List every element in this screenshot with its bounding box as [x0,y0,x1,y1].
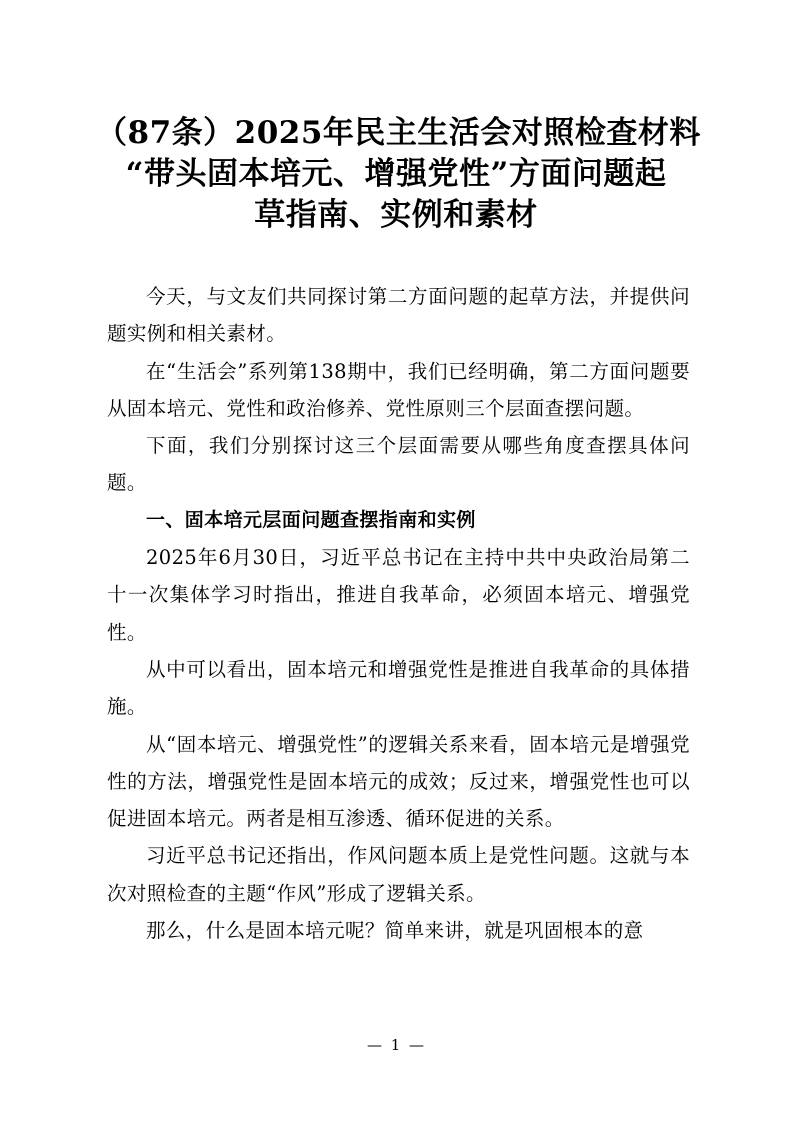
section-heading-1: 一、固本培元层面问题查摆指南和实例 [146,508,476,531]
paragraph-analysis: 从中可以看出，固本培元和增强党性是推进自我革命的具体措施。 [107,657,690,719]
title-line-1: （87条）2025年民主生活会对照检查材料 [96,115,701,151]
title-line-2: “带头固本培元、增强党性”方面问题起 [125,156,667,192]
paragraph-intro: 今天，与文友们共同探讨第二方面问题的起草方法，并提供问题实例和相关素材。 [107,285,690,346]
title-line-3: 草指南、实例和素材 [254,197,538,233]
paragraph-logic: 从“固本培元、增强党性”的逻辑关系来看，固本培元是增强党性的方法，增强党性是固本培元的成效；反过来，增强党性也可以促进固本培元。两者是相互渗透、循环促进的关系。 [107,732,690,831]
document-title [96,113,701,236]
paragraph-definition: 那么，什么是固本培元呢？简单来讲，就是巩固根本的意 [146,919,644,943]
document-body [107,278,690,949]
paragraph-style: 习近平总书记还指出，作风问题本质上是党性问题。这就与本次对照检查的主题“作风”形成了逻辑关系。 [107,844,690,905]
paragraph-quote: 2025年6月30日，习近平总书记在主持中共中央政治局第二十一次集体学习时指出，推进自我革命，必须固本培元、增强党性。 [107,546,690,644]
page-number: — 1 — [366,1036,427,1054]
paragraph-plan: 下面，我们分别探讨这三个层面需要从哪些角度查摆具体问题。 [107,434,690,495]
paragraph-context: 在“生活会”系列第138期中，我们已经明确，第二方面问题要从固本培元、党性和政治修养、党性原则三个层面查摆问题。 [107,359,690,420]
